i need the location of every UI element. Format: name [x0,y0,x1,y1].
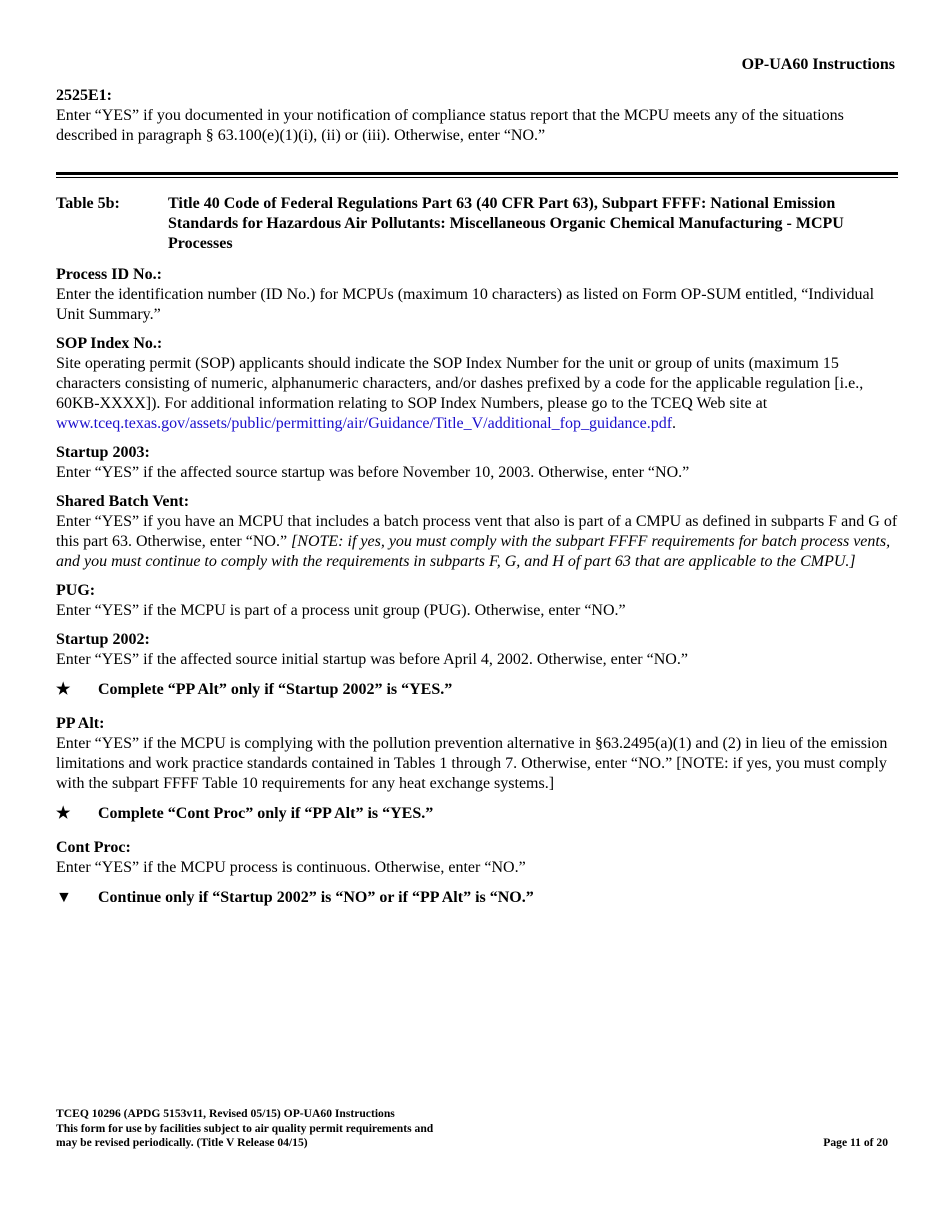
section-process-id [56,265,898,325]
section-heading: Startup 2003: [56,444,150,461]
section-heading: Cont Proc: [56,839,131,856]
document-body [56,86,898,922]
section-heading: Process ID No.: [56,266,162,283]
instruction-text: Complete “PP Alt” only if “Startup 2002” is “YES.” [98,681,453,698]
section-body: Enter “YES” if the MCPU process is continuous. Otherwise, enter “NO.” [56,859,526,876]
section-heading: Startup 2002: [56,631,150,648]
section-startup-2002 [56,630,898,670]
tceq-guidance-link[interactable]: www.tceq.texas.gov/assets/public/permitting/air/Guidance/Title_V/additional_fop_guidance.pdf [56,415,673,432]
section-heading: 2525E1: [56,87,112,104]
star-icon: ★ [56,681,71,698]
section-heading: Shared Batch Vent: [56,493,190,510]
star-icon: ★ [56,805,71,822]
instruction-pp-alt [56,680,898,700]
table-title-text: Title 40 Code of Federal Regulations Part 63 (40 CFR Part 63), Subpart FFFF: National Emission Standards for Hazardous Air Pollutants: Miscellaneous Organic Chemical Manufacturing - MCPU Processes [168,195,844,252]
section-pp-alt [56,714,898,794]
footer-line: may be revised periodically. (Title V Release 04/15) [56,1136,308,1150]
section-body [56,354,898,434]
table-title [56,194,898,254]
section-note: [NOTE: if yes, you must comply with the subpart FFFF requirements for batch process vents, and you must continue to comply with the requirements in subparts F, G, and H of part 63 that are applicable to the CMPU.] [56,533,891,570]
table-label: Table 5b: [56,195,120,212]
section-body: Enter “YES” if you documented in your notification of compliance status report that the MCPU meets any of the situations described in paragraph § 63.100(e)(1)(i), (ii) or (iii). Otherwise, enter “NO.” [56,107,844,144]
instruction-text: Continue only if “Startup 2002” is “NO” or if “PP Alt” is “NO.” [98,889,534,906]
section-body-text: Site operating permit (SOP) applicants should indicate the SOP Index Number for the unit or group of units (maximum 15 characters consisting of numeric, alphanumeric characters, and/or dashes prefixed by a code for the applicable regulation [i.e., 60KB-XXXX]). For additional information relating to SOP Index Numbers, please go to the TCEQ Web site at [56,355,864,412]
footer-line: This form for use by facilities subject to air quality permit requirements and [56,1121,434,1135]
footer-form-info [56,1107,433,1151]
section-heading: SOP Index No.: [56,335,163,352]
section-body [56,512,898,572]
section-2525e1 [56,86,898,146]
section-shared-batch-vent [56,492,898,572]
section-cont-proc [56,838,898,878]
section-pug [56,581,898,621]
instruction-cont-proc [56,804,898,824]
section-sop-index [56,334,898,434]
footer-line: TCEQ 10296 (APDG 5153v11, Revised 05/15) OP-UA60 Instructions [56,1107,395,1120]
section-startup-2003 [56,443,898,483]
section-body: Enter “YES” if the MCPU is complying with the pollution prevention alternative in §63.2495(a)(1) and (2) in lieu of the emission limitations and work practice standards contained in Tables 1 through 7. Otherwise, enter “NO.” [NOTE: if yes, you must comply with the subpart FFFF Table 10 requirements for any heat exchange systems.] [56,735,888,792]
instruction-text: Complete “Cont Proc” only if “PP Alt” is “YES.” [98,805,434,822]
double-rule-divider [56,172,898,178]
section-body: Enter “YES” if the affected source initial startup was before April 4, 2002. Otherwise, enter “NO.” [56,651,688,668]
section-body: Enter “YES” if the affected source startup was before November 10, 2003. Otherwise, enter “NO.” [56,464,690,481]
section-body: Enter the identification number (ID No.) for MCPUs (maximum 10 characters) as listed on Form OP-SUM entitled, “Individual Unit Summary.” [56,286,875,323]
page-header-title: OP-UA60 Instructions [741,56,895,73]
section-body-period: . [672,415,677,432]
section-body-text: Enter “YES” if you have an MCPU that includes a batch process vent that also is part of a CMPU as defined in subparts F and G of this part 63. Otherwise, enter “NO.” [56,513,898,550]
section-heading: PUG: [56,582,96,599]
instruction-continue [56,888,898,908]
down-triangle-icon: ▼ [56,889,72,906]
section-body: Enter “YES” if the MCPU is part of a process unit group (PUG). Otherwise, enter “NO.” [56,602,626,619]
section-heading: PP Alt: [56,715,105,732]
page-number: Page 11 of 20 [823,1136,888,1149]
